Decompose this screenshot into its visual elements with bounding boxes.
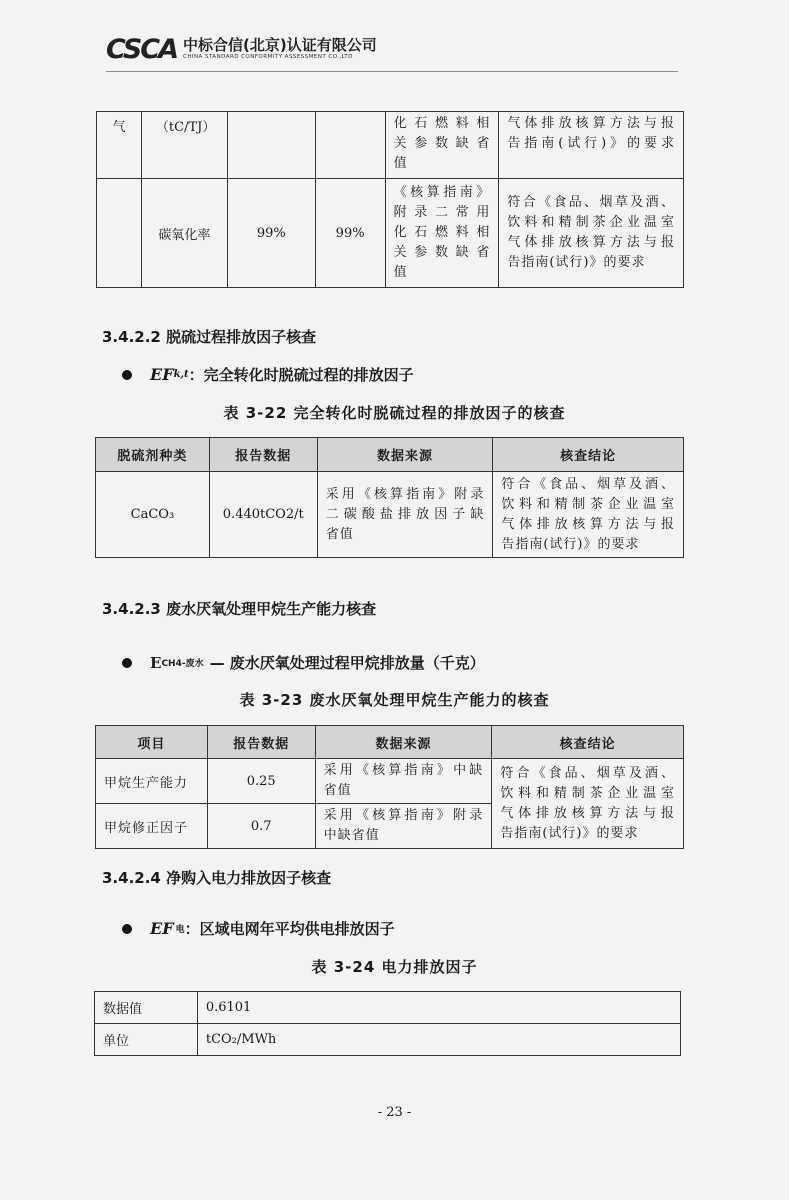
cell-line: 告指南(试行)》的要求 [500, 825, 639, 841]
bullet-text: — 废水厌氧处理过程甲烷排放量（千克） [209, 654, 485, 672]
table-cell [315, 759, 492, 804]
table-cell: 0.25 [207, 759, 315, 804]
table-cell: （tC/TJ） [141, 112, 227, 179]
column-header: 数据来源 [315, 726, 492, 759]
column-header: 核查结论 [492, 726, 684, 759]
table-cell: 0.440tCO2/t [209, 472, 317, 558]
table-cell: CaCO₃ [96, 472, 210, 558]
cell-line: 值 [393, 265, 408, 280]
column-header: 项目 [96, 726, 208, 759]
header-divider [106, 71, 678, 72]
table-cell [227, 112, 315, 179]
symbol: EF [150, 365, 174, 384]
table-3-23 [95, 725, 684, 849]
bullet-ef-elec [122, 918, 395, 939]
symbol: E [150, 653, 162, 672]
cell-line: 中缺省值 [323, 828, 380, 843]
cell-line: 气体排放核算方法与报 [507, 235, 675, 250]
table-cell: 数据值 [95, 992, 198, 1024]
table-cell [315, 112, 385, 179]
page-number: - 23 - [377, 1105, 412, 1120]
cell-line: 采用《核算指南》中缺 [323, 763, 484, 778]
cell-line: 关参数缺省 [393, 245, 491, 260]
table-cell: 99% [227, 179, 315, 288]
table-header-row [96, 726, 684, 759]
table-cell: 0.7 [207, 804, 315, 849]
bullet-e-ch4 [122, 652, 485, 673]
cell-line: 关参数缺省 [393, 136, 491, 151]
cell-line: 饮料和精制茶企业温室 [507, 215, 675, 230]
table-row [95, 992, 681, 1024]
table-row [96, 759, 684, 804]
cell-line: 值 [393, 156, 408, 171]
company-logo [106, 34, 377, 65]
cell-line: 饮料和精制茶企业温室 [501, 496, 675, 512]
section-heading-3423: 3.4.2.3 废水厌氧处理甲烷生产能力核查 [102, 600, 377, 618]
cell-line: 采用《核算指南》附录 [323, 808, 484, 823]
table-cell: 0.6101 [197, 992, 680, 1024]
table-caption-3-22: 表 3-22 完全转化时脱硫过程的排放因子的核查 [223, 404, 566, 422]
table-cell: 甲烷生产能力 [96, 759, 208, 804]
cell-line: 《核算指南》 [393, 185, 491, 200]
bullet-text: ：完全转化时脱硫过程的排放因子 [188, 366, 414, 384]
cell-line: 采用《核算指南》附录 [325, 486, 485, 502]
table-cell [385, 112, 499, 179]
cell-line: 气体排放核算方法与报 [507, 116, 675, 131]
column-header: 报告数据 [209, 438, 317, 472]
bullet-text: ：区域电网年平均供电排放因子 [184, 920, 395, 938]
table-cell: tCO₂/MWh [197, 1024, 680, 1056]
table-cell: 甲烷修正因子 [96, 804, 208, 849]
table-cell [97, 179, 142, 288]
cell-line: 符合《食品、烟草及酒、 [501, 476, 675, 492]
cell-line: 省值 [323, 783, 352, 798]
cell-line: 符合《食品、烟草及酒、 [500, 765, 675, 781]
section-heading-3422: 3.4.2.2 脱硫过程排放因子核查 [102, 328, 317, 346]
column-header: 核查结论 [493, 438, 684, 472]
table-cell [499, 179, 684, 288]
table-cell [492, 759, 684, 849]
table-row [95, 1024, 681, 1056]
cell-line: 符合《食品、烟草及酒、 [507, 195, 675, 210]
bullet-dot-icon [122, 924, 132, 934]
bullet-ef-kt [122, 364, 414, 385]
symbol-subscript: k,t [173, 369, 189, 380]
cell-line: 气体排放核算方法与报 [501, 516, 675, 532]
cell-line: 二碳酸盐排放因子缺 [325, 506, 485, 522]
bullet-dot-icon [122, 370, 132, 380]
csca-logo-mark: CSCA [106, 34, 178, 65]
section-heading-3424: 3.4.2.4 净购入电力排放因子核查 [102, 869, 332, 887]
company-name-en: CHINA STANDARD CONFORMITY ASSESSMENT CO.,LTD [183, 54, 353, 61]
table-cell: 单位 [95, 1024, 198, 1056]
table-caption-3-23: 表 3-23 废水厌氧处理甲烷生产能力的核查 [239, 691, 550, 709]
table-cell [315, 804, 492, 849]
column-header: 报告数据 [207, 726, 315, 759]
continued-table [96, 111, 684, 288]
symbol: EF [150, 919, 174, 938]
cell-line: 气体排放核算方法与报 [500, 805, 675, 821]
cell-line: 附录二常用 [393, 205, 491, 220]
bullet-dot-icon [122, 658, 132, 668]
cell-line: 饮料和精制茶企业温室 [500, 785, 675, 801]
company-name-cn: 中标合信(北京)认证有限公司 [183, 36, 377, 55]
table-row [97, 179, 684, 288]
table-3-24 [94, 991, 681, 1056]
cell-line: 告指南(试行)》的要求 [507, 255, 646, 270]
cell-line: 告指南(试行)》的要求 [501, 536, 640, 552]
cell-line: 化石燃料相 [393, 225, 491, 240]
table-row [96, 472, 684, 558]
table-cell: 99% [315, 179, 385, 288]
table-caption-3-24: 表 3-24 电力排放因子 [311, 958, 478, 976]
table-header-row [96, 438, 684, 472]
symbol-subscript: CH4-废水 [161, 659, 204, 669]
table-cell [499, 112, 684, 179]
column-header: 脱硫剂种类 [96, 438, 210, 472]
cell-line: 省值 [325, 526, 354, 542]
table-cell [385, 179, 499, 288]
table-cell: 气 [97, 112, 142, 179]
table-row [97, 112, 684, 179]
column-header: 数据来源 [317, 438, 493, 472]
table-cell [493, 472, 684, 558]
table-3-22 [95, 437, 684, 558]
table-cell: 碳氧化率 [141, 179, 227, 288]
cell-line: 告指南(试行)》的要求 [507, 136, 675, 151]
symbol-subscript: 电 [175, 925, 185, 935]
table-cell [317, 472, 493, 558]
cell-line: 化石燃料相 [393, 116, 491, 131]
